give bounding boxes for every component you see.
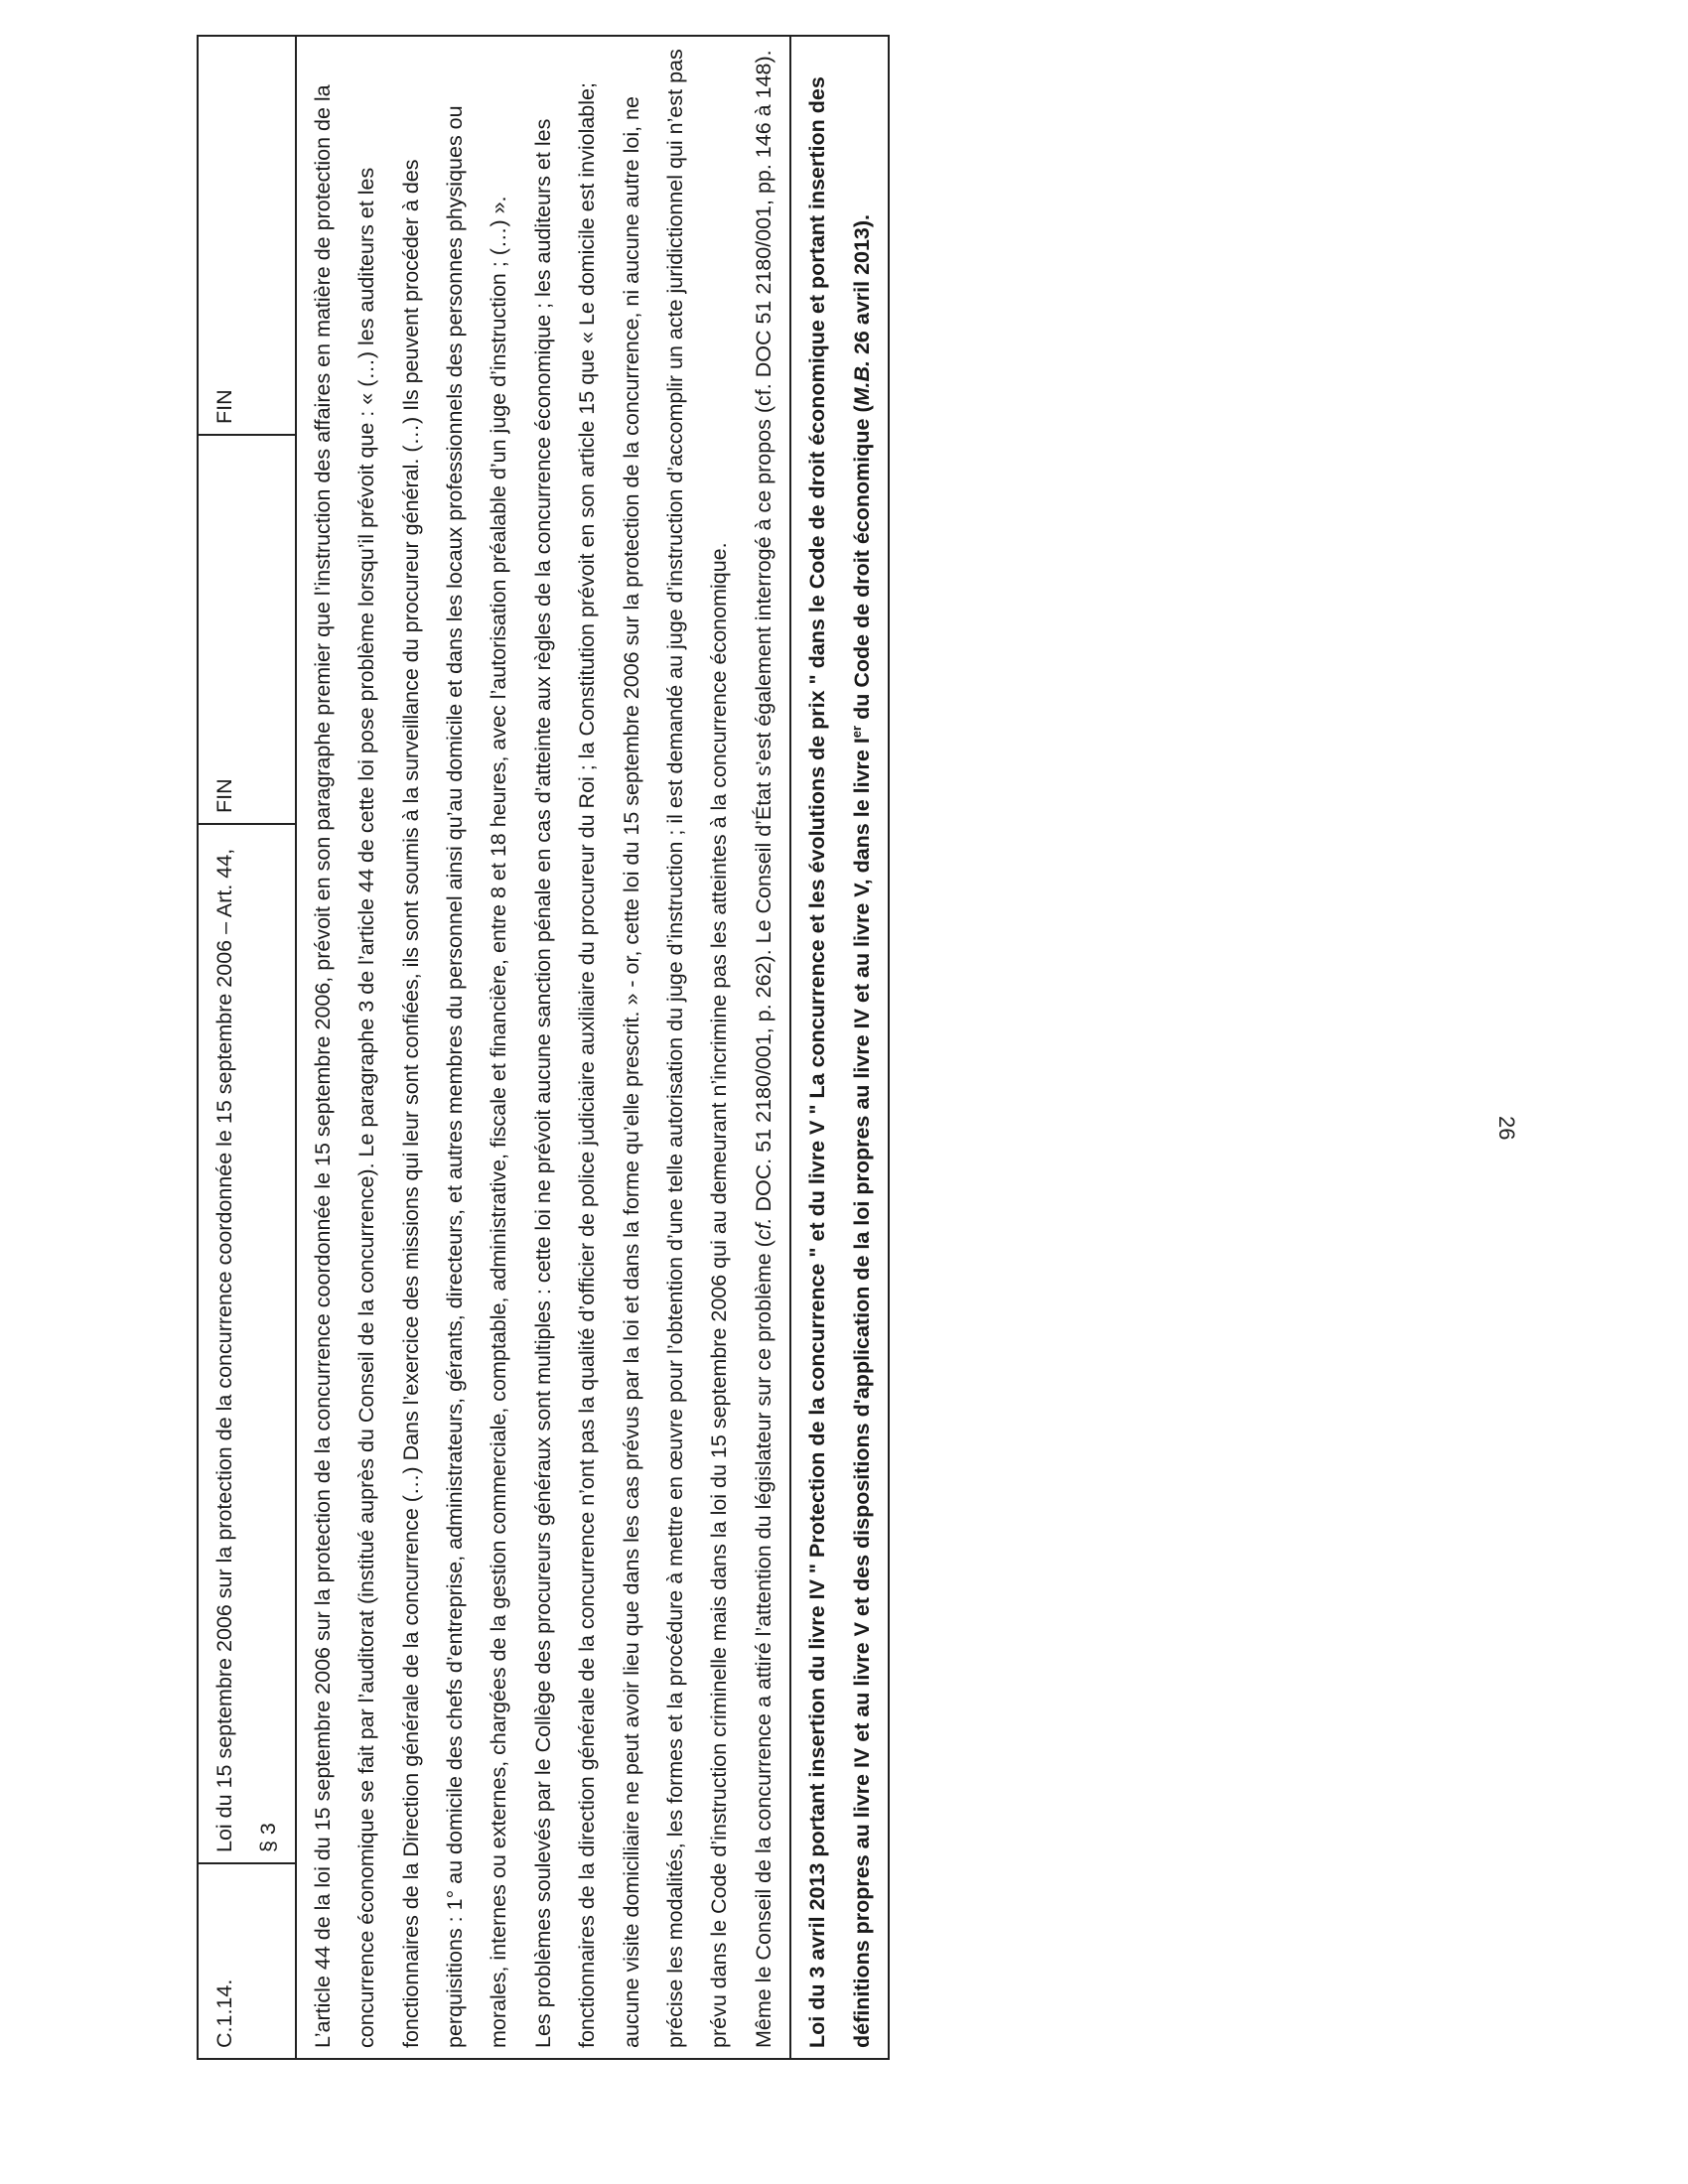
body-paragraph-1: L’article 44 de la loi du 15 septembre 2006 sur la protection de la concurrence coordonnée le 15 septembre 2006, prévoit en son paragraphe premier que l’instruction des affaires en matière de protection de la concurrence économique se fait par l’auditorat (institué auprès du Conseil de la concurrence). Le paragraphe 3 de l’article 44 de cette loi pose problème lorsqu’il prévoit que : « (…) les auditeurs et les fonctionnaires de la Direction générale de la concurrence (…) Dans l’exercice des missions qui leur sont confiées, ils sont soumis à la surveillance du procureur général. (…) Ils peuvent procéder à des perquisitions : 1° au domicile des chefs d’entreprise, administrateurs, gérants, directeurs, et autres membres du personnel ainsi qu’au domicile et dans les locaux professionnels des personnes physiques ou morales, internes ou externes, chargées de la gestion commerciale, comptable, administrative, fiscale et financière, entre 8 et 18 heures, avec l’autorisation préalable d’un juge d’instruction ; (…) ». bbox=[310, 84, 511, 2048]
p3-cf: cf. bbox=[751, 1217, 775, 1241]
footer-row bbox=[790, 36, 889, 2059]
footer-text-3: 26 avril 2013). bbox=[849, 213, 874, 360]
footer-mb: M.B. bbox=[849, 360, 874, 406]
p3-text-1: Même le Conseil de la concurrence a attiré l’attention du législateur sur ce problème ( bbox=[751, 1240, 775, 2048]
p3-text-2: DOC. 51 2180/001, p. 262). Le Conseil d’État s’est également interrogé à ce propos (cf. DOC 51 2180/001, pp. 146 à 148). bbox=[751, 50, 775, 1218]
footer-text-2: du Code de droit économique ( bbox=[849, 405, 874, 726]
body-cell bbox=[296, 36, 790, 2059]
page-number: 26 bbox=[1494, 1116, 1519, 1141]
footer-law-title bbox=[790, 36, 889, 2059]
footer-text-1: Loi du 3 avril 2013 portant insertion du livre IV " Protection de la concurrence " et du livre V " La concurrence et les évolutions de prix " dans le Code de droit économique et portant insertion des définitions propres au livre IV et au livre V et des dispositions d'application de la loi propres au livre IV et au livre V, dans le livre I bbox=[805, 76, 874, 2048]
law-reference: Loi du 15 septembre 2006 sur la protection de la concurrence coordonnée le 15 septembre 2006 – Art. 44, § 3 bbox=[198, 824, 296, 1863]
header-row bbox=[198, 36, 296, 2059]
body-paragraph-2: Les problèmes soulevés par le Collège des procureurs généraux sont multiples : cette loi ne prévoit aucune sanction pénale en cas d’atteinte aux règles de la concurrence économique ; les auditeurs et les fonctionnaires de la direction générale de la concurrence n’ont pas la qualité d’officier de police judiciaire auxiliaire du procureur du Roi ; la Constitution prévoit en son article 15 que « Le domicile est inviolable; aucune visite domiciliaire ne peut avoir lieu que dans les cas prévus par la loi et dans la forme qu’elle prescrit. » - or, cette loi du 15 septembre 2006 sur la protection de la concurrence, ni aucune autre loi, ne précise les modalités, les formes et la procédure à mettre en œuvre pour l’obtention d’une telle autorisation du juge d’instruction ; il est demandé au juge d’instruction d’accomplir un acte juridictionnel qui n’est pas prévu dans le Code d’instruction criminelle mais dans la loi du 15 septembre 2006 qui au demeurant n’incrimine pas les atteintes à la concurrence économique. bbox=[530, 49, 732, 2048]
body-paragraph-3 bbox=[742, 47, 785, 2048]
footer-sup: er bbox=[848, 725, 864, 739]
rotated-content bbox=[197, 49, 1051, 2060]
recommendation-table bbox=[197, 35, 890, 2060]
recommendation-id: C.1.14. bbox=[198, 1863, 296, 2059]
status-cell-2: FIN bbox=[198, 36, 296, 435]
body-row bbox=[296, 36, 790, 2059]
status-cell-1: FIN bbox=[198, 435, 296, 824]
